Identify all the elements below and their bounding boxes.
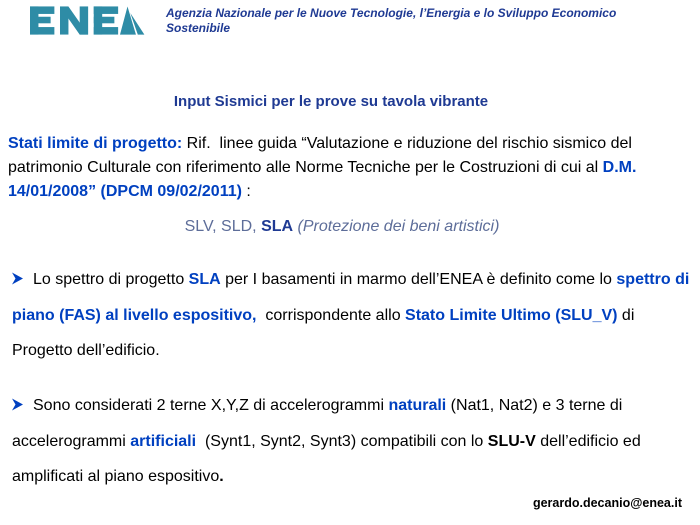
intro-paragraph: Stati limite di progetto: Rif. linee guida “Valutazione e riduzione del rischio sismico del patrimonio Culturale con riferimento alle Norme Tecniche per le Costruzioni di cui al D.M. 14/01/2008” (DPCM 09/02/2011) :	[8, 135, 641, 200]
bullet-arrow-icon	[12, 389, 24, 424]
limit-states-line: SLV, SLD, SLA (Protezione dei beni artistici)	[184, 218, 500, 235]
agency-name: Agenzia Nazionale per le Nuove Tecnologie, l’Energia e lo Sviluppo Economico Sostenibile	[166, 6, 617, 35]
footer-email: gerardo.decanio@enea.it	[532, 496, 682, 510]
slide-title: Input Sismici per le prove su tavola vibrante	[173, 93, 489, 110]
bullet-item-accelerograms	[12, 388, 694, 494]
slide-header	[30, 4, 682, 42]
enea-logo-icon	[30, 4, 150, 42]
bullet-arrow-icon	[12, 263, 24, 298]
bullet-text: Lo spettro di progetto SLA per I basamenti in marmo dell’ENEA è definito come lo spettro di piano (FAS) al livello espositivo, corrispondente allo Stato Limite Ultimo (SLU_V) di Progetto dell’edificio.	[12, 271, 694, 359]
bullet-item-sla-spectrum	[12, 262, 694, 368]
bullet-text: Sono considerati 2 terne X,Y,Z di accelerogrammi naturali (Nat1, Nat2) e 3 terne di accelerogrammi artificiali (Synt1, Synt2, Synt3) compatibili con lo SLU-V dell’edificio ed amplificati al piano espositivo.	[12, 397, 646, 485]
